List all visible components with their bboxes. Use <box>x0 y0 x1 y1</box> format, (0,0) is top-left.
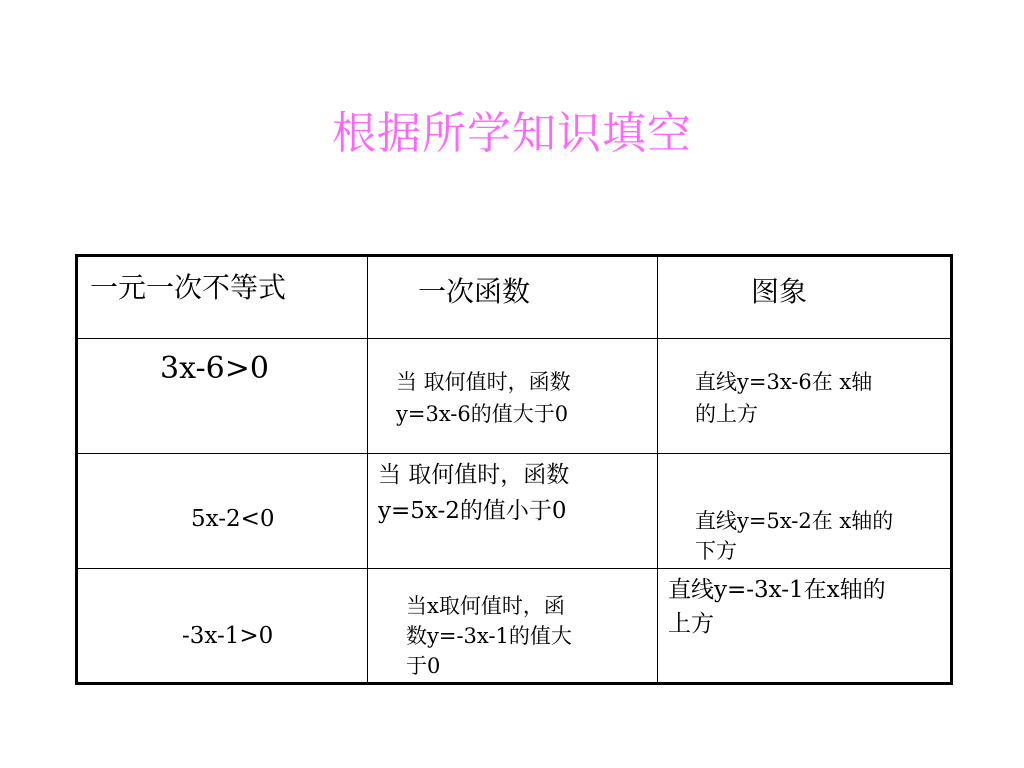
header-graph-label: 图象 <box>751 275 808 308</box>
comparison-table <box>75 254 953 685</box>
graph-text-line2: 上方 <box>668 611 714 637</box>
function-text-line1: 当 取何值时，函数 <box>378 462 570 488</box>
graph-cell <box>658 339 952 454</box>
table-header-row <box>77 256 952 339</box>
header-cell-function <box>368 256 658 339</box>
function-text-line3: 于0 <box>406 654 441 678</box>
function-text-line1: 当 取何值时，函数 <box>396 370 571 394</box>
graph-text-line2: 下方 <box>695 539 737 563</box>
graph-text-line1: 直线y=3x-6在 x轴 <box>695 370 873 394</box>
function-text-line1: 当x取何值时，函 <box>406 594 565 618</box>
inequality-text: 5x-2<0 <box>191 506 275 532</box>
function-cell <box>368 569 658 684</box>
function-cell <box>368 339 658 454</box>
graph-text-line1: 直线y=5x-2在 x轴的 <box>695 509 894 533</box>
inequality-text: 3x-6>0 <box>160 351 269 386</box>
function-cell <box>368 454 658 569</box>
header-cell-graph <box>658 256 952 339</box>
graph-cell <box>658 569 952 684</box>
header-function-label: 一次函数 <box>418 275 531 308</box>
graph-text-line2: 的上方 <box>695 402 758 426</box>
header-cell-inequality <box>77 256 368 339</box>
table-row <box>77 569 952 684</box>
function-text-line2: 数y=-3x-1的值大 <box>406 624 572 648</box>
graph-cell <box>658 454 952 569</box>
table-row <box>77 339 952 454</box>
inequality-cell <box>77 339 368 454</box>
function-text-line2: y=3x-6的值大于0 <box>396 402 569 426</box>
slide-title: 根据所学知识填空 <box>332 108 692 159</box>
inequality-cell <box>77 569 368 684</box>
inequality-cell <box>77 454 368 569</box>
inequality-text: -3x-1>0 <box>182 623 274 649</box>
function-text-line2: y=5x-2的值小于0 <box>378 498 567 524</box>
header-inequality-label: 一元一次不等式 <box>90 271 287 304</box>
graph-text-line1: 直线y=-3x-1在x轴的 <box>668 577 886 603</box>
table-row <box>77 454 952 569</box>
